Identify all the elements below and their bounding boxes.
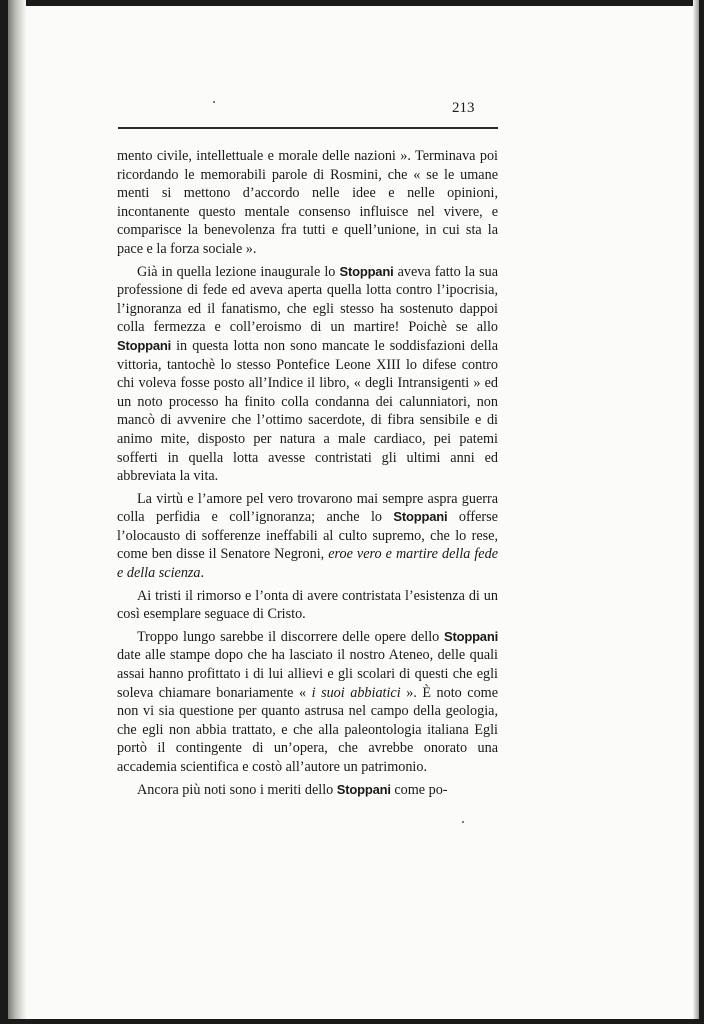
text-run: mento civile, intellettuale e morale delle nazioni ». Terminava poi ricordando le memorabili parole di Rosmini, che « se le umane menti si mettono d’accordo nelle idee e nelle opinioni, incontanente questo mentale consenso influisce nel vivere, e comparisce la benevolenza fra tutti e quell’unione, in cui sta la pace e la forza sociale ». <box>117 148 498 257</box>
body-text <box>117 147 498 803</box>
text-run: date alle stampe dopo che ha lasciato il nostro Ateneo, delle quali assai hanno profittato i di lui allievi e gli scolari di questi che egli soleva chiamare bonariamente « <box>117 647 498 701</box>
book-gutter-shadow <box>8 0 26 1024</box>
scan-edge-right <box>699 0 704 1024</box>
text-run: La virtù e l’amore pel vero trovarono mai sempre aspra guerra colla perfidia e coll’ignoranza; anche lo <box>117 490 498 526</box>
paragraph <box>117 490 498 583</box>
paragraph <box>117 781 498 800</box>
paragraph <box>117 263 498 486</box>
paragraph <box>117 628 498 777</box>
text-run: . <box>200 565 205 582</box>
paragraph <box>117 587 498 624</box>
paragraph <box>117 147 498 259</box>
scan-edge-bottom <box>0 1019 704 1024</box>
author-name: Stoppani <box>393 509 448 525</box>
text-run: in questa lotta non sono mancate le soddisfazioni della vittoria, tantochè lo stesso Pontefice Leone XIII lo difese contro chi voleva fosse posto all’Indice il libro, « degli Intransigenti » ed un noto processo ha finito colla condanna dei calunniatori, non mancò di avvenire che l’ottimo sacerdote, di fibra sensibile e di animo mite, disposto per natura a male cardiaco, pei patemi sofferti in quella lotta avesse contristati gli ultimi anni ed abbreviata la vita. <box>117 337 498 485</box>
author-name: Stoppani <box>443 628 498 644</box>
text-run: Troppo lungo sarebbe il discorrere delle opere dello <box>137 628 444 645</box>
text-run: ». È noto come non vi sia questione per quanto astrusa nel campo della geologia, che egli non abbia trattato, e che alla paleontologia italiana Egli portò il contingente di un’opera, che avrebbe onorato una accademia scientifica e costò all’autore un patrimonio. <box>117 684 499 775</box>
author-name: Stoppani <box>117 337 172 353</box>
text-run: aveva fatto la sua professione di fede ed aveva aperta quella lotta contro l’ipocrisia, l’ignoranza ed il fanatismo, che egli stesso ha sostenuto dappoi colla fermezza e coll’eroismo di un martire! Poichè se allo <box>117 263 499 336</box>
author-name: Stoppani <box>339 263 394 279</box>
text-run: come po- <box>390 781 448 798</box>
page-number: 213 <box>452 100 475 116</box>
header-rule <box>118 127 498 129</box>
paper-speck <box>213 101 215 103</box>
author-name: Stoppani <box>336 781 391 797</box>
italic-text: eroe vero e martire della fede e della scienza <box>117 546 499 582</box>
italic-text: i suoi abbiatici <box>311 684 401 701</box>
page-edge-shadow <box>693 0 699 1024</box>
text-run: Già in quella lezione inaugurale lo <box>137 263 340 280</box>
text-run: offerse l’olocausto di sofferenze ineffabili al culto supremo, che lo rese, come ben disse il Senatore Negroni, <box>117 509 498 563</box>
scan-edge-top <box>0 0 704 6</box>
paper-speck <box>462 821 464 823</box>
scan-edge-left <box>0 0 8 1024</box>
text-run: Ancora più noti sono i meriti dello <box>137 781 337 798</box>
text-run: Ai tristi il rimorso e l’onta di avere contristata l’esistenza di un così esemplare seguace di Cristo. <box>117 587 498 623</box>
